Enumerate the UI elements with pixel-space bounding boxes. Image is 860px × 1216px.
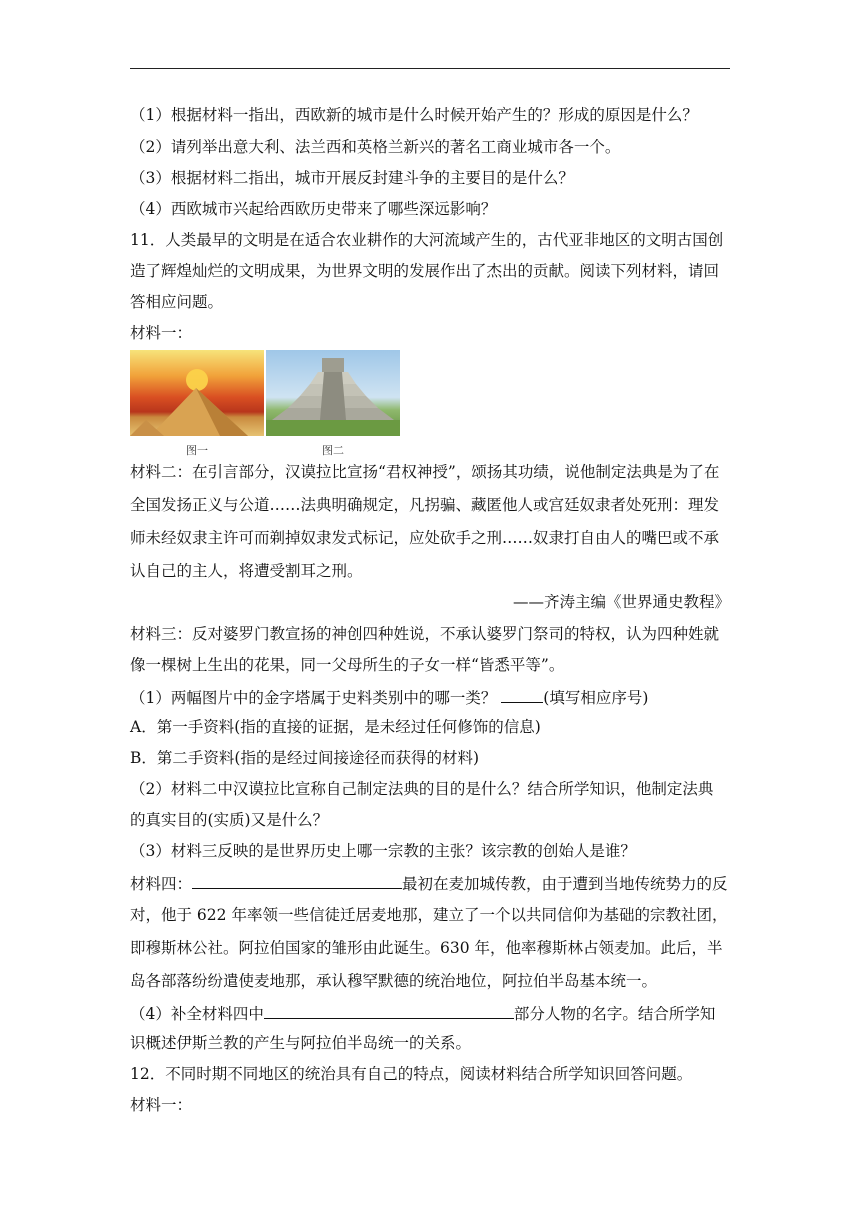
material1-figures — [130, 350, 410, 460]
q11-sub1-text: （1）两幅图片中的金字塔属于史料类别中的哪一类？ — [130, 689, 502, 707]
q11-sub2-line1: （2）材料二中汉谟拉比宣称自己制定法典的目的是什么？结合所学知识，他制定法典 — [130, 780, 714, 798]
answer-blank-2[interactable] — [192, 872, 402, 889]
material2-line1: 材料二：在引言部分，汉谟拉比宣扬“君权神授”，颂扬其功绩，说他制定法典是为了在 — [130, 463, 720, 481]
q10-sub2: （2）请列举出意大利、法兰西和英格兰新兴的著名工商业城市各一个。 — [130, 138, 621, 156]
material2-source: ——齐涛主编《世界通史教程》 — [512, 593, 730, 611]
material4-label: 材料四： — [130, 875, 193, 893]
q12-material1-label: 材料一： — [130, 1096, 193, 1114]
answer-blank-3[interactable] — [264, 1002, 514, 1019]
option-b: B．第二手资料(指的是经过间接途径而获得的材料) — [130, 749, 479, 767]
material4-line4: 岛各部落纷纷遣使麦地那，承认穆罕默德的统治地位，阿拉伯半岛基本统一。 — [130, 972, 658, 990]
q11-sub1-hint: (填写相应序号) — [543, 689, 649, 707]
q11-sub1 — [130, 686, 648, 708]
option-a: A．第一手资料(指的直接的证据，是未经过任何修饰的信息) — [130, 718, 541, 736]
q12-stem: 12．不同时期不同地区的统治具有自己的特点，阅读材料结合所学知识回答问题。 — [130, 1065, 693, 1083]
material3-line2: 像一棵树上生出的花果，同一父母所生的子女一样“皆悉平等”。 — [130, 656, 565, 674]
material2-line4: 认自己的主人，将遭受割耳之刑。 — [130, 562, 363, 580]
pyramid-image — [130, 350, 264, 436]
figure2-caption: 图二 — [322, 444, 344, 457]
q10-sub1: （1）根据材料一指出，西欧新的城市是什么时候开始产生的？形成的原因是什么？ — [130, 106, 698, 124]
q11-sub3: （3）材料三反映的是世界历史上哪一宗教的主张？该宗教的创始人是谁？ — [130, 842, 636, 860]
q11-sub2-line2: 的真实目的(实质)又是什么？ — [130, 811, 329, 829]
material1-label: 材料一： — [130, 324, 193, 342]
answer-blank-1[interactable] — [501, 686, 543, 703]
material4-line1 — [130, 872, 728, 894]
material4-line3: 即穆斯林公社。阿拉伯国家的雏形由此诞生。630 年，他率穆斯林占领麦加。此后，半 — [130, 939, 723, 957]
q11-sub4-rest: 部分人物的名字。结合所学知 — [513, 1005, 716, 1023]
material2-line2: 全国发扬正义与公道……法典明确规定，凡拐骗、藏匿他人或宫廷奴隶者处死刑：理发 — [130, 496, 720, 514]
figure1-caption: 图一 — [186, 444, 208, 457]
material2-line3: 师未经奴隶主许可而剃掉奴隶发式标记，应处砍手之刑……奴隶打自由人的嘴巴或不承 — [130, 529, 720, 547]
mayan-pyramid-image — [266, 350, 400, 436]
q11-stem-line3: 答相应问题。 — [130, 293, 224, 311]
q11-stem-line2: 造了辉煌灿烂的文明成果，为世界文明的发展作出了杰出的贡献。阅读下列材料，请回 — [130, 262, 720, 280]
q11-sub4-text: （4）补全材料四中 — [130, 1005, 264, 1023]
material3-line1: 材料三：反对婆罗门教宣扬的神创四种姓说，不承认婆罗门祭司的特权，认为四种姓就 — [130, 625, 720, 643]
q10-sub4: （4）西欧城市兴起给西欧历史带来了哪些深远影响？ — [130, 200, 497, 218]
q11-sub4-line2: 识概述伊斯兰教的产生与阿拉伯半岛统一的关系。 — [130, 1034, 472, 1052]
material4-line1-rest: 最初在麦加城传教，由于遭到当地传统势力的反 — [402, 875, 728, 893]
q11-sub4-line1 — [130, 1002, 715, 1024]
q11-stem-line1: 11．人类最早的文明是在适合农业耕作的大河流域产生的，古代亚非地区的文明古国创 — [130, 231, 724, 249]
header-rule — [130, 68, 730, 69]
material4-line2: 对，他于 622 年率领一些信徒迁居麦地那，建立了一个以共同信仰为基础的宗教社团， — [130, 906, 728, 924]
q10-sub3: （3）根据材料二指出，城市开展反封建斗争的主要目的是什么？ — [130, 169, 574, 187]
